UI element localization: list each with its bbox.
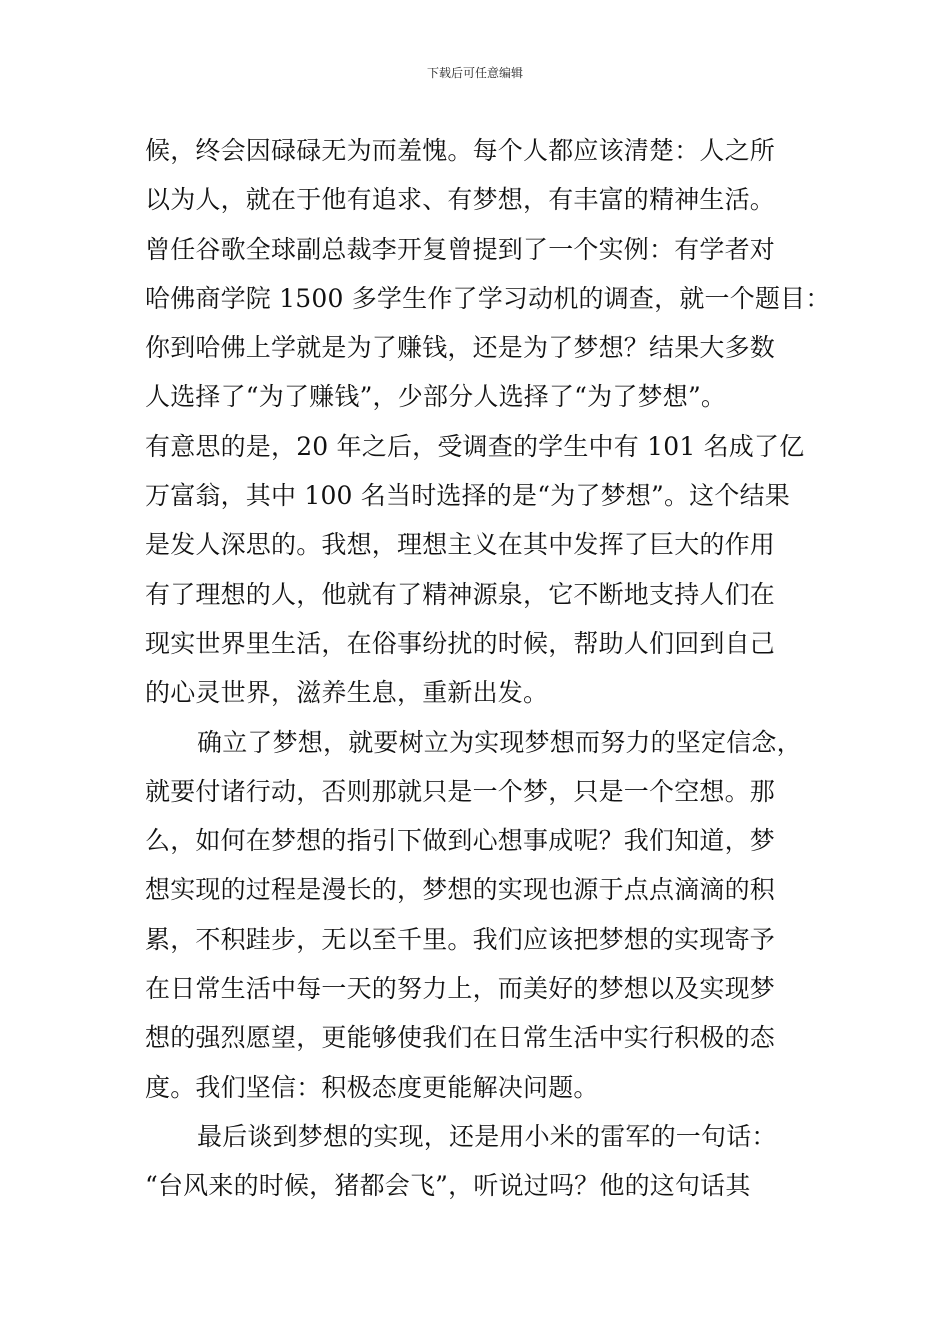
- text-line: 是发人深思的。我想，理想主义在其中发挥了巨大的作用: [145, 530, 776, 560]
- text-line: 候，终会因碌碌无为而羞愧。每个人都应该清楚：人之所: [145, 136, 776, 165]
- text-line: “台风来的时候，猪都会飞”，听说过吗？他的这句话其: [145, 1171, 751, 1201]
- text-line: 以为人，就在于他有追求、有梦想，有丰富的精神生活。: [145, 185, 776, 215]
- text-line: 确立了梦想，就要树立为实现梦想而努力的坚定信念，: [197, 727, 802, 757]
- text-line: 在日常生活中每一天的努力上，而美好的梦想以及实现梦: [145, 974, 776, 1004]
- text-line: 曾任谷歌全球副总裁李开复曾提到了一个实例：有学者对: [145, 234, 776, 264]
- text-line: 万富翁，其中 100 名当时选择的是“为了梦想”。这个结果: [145, 481, 790, 511]
- text-line: 想的强烈愿望，更能够使我们在日常生活中实行积极的态: [145, 1023, 776, 1053]
- text-line: 人选择了“为了赚钱”，少部分人选择了“为了梦想”。: [145, 382, 727, 412]
- text-line: 你到哈佛上学就是为了赚钱，还是为了梦想？结果大多数: [145, 333, 776, 363]
- text-line: 累，不积跬步，无以至千里。我们应该把梦想的实现寄予: [145, 924, 776, 954]
- paragraph-1: [145, 126, 831, 718]
- paragraph-2: [145, 718, 825, 1112]
- text-line: 哈佛商学院 1500 多学生作了学习动机的调查，就一个题目：: [145, 283, 831, 313]
- text-line: 度。我们坚信：积极态度更能解决问题。: [145, 1072, 599, 1102]
- text-line: 现实世界里生活，在俗事纷扰的时候，帮助人们回到自己: [145, 628, 776, 658]
- paragraph-3: [145, 1112, 825, 1211]
- text-line: 最后谈到梦想的实现，还是用小米的雷军的一句话：: [197, 1121, 777, 1151]
- page-header: 下载后可任意编辑: [426, 66, 523, 80]
- text-line: 有意思的是，20 年之后，受调查的学生中有 101 名成了亿: [145, 431, 805, 461]
- text-line: 的心灵世界，滋养生息，重新出发。: [145, 678, 549, 708]
- text-line: 么，如何在梦想的指引下做到心想事成呢？我们知道，梦: [145, 826, 776, 856]
- text-line: 就要付诸行动，否则那就只是一个梦，只是一个空想。那: [145, 776, 776, 806]
- text-line: 想实现的过程是漫长的，梦想的实现也源于点点滴滴的积: [145, 875, 776, 905]
- document-body: [145, 126, 831, 1211]
- text-line: 有了理想的人，他就有了精神源泉，它不断地支持人们在: [145, 579, 776, 609]
